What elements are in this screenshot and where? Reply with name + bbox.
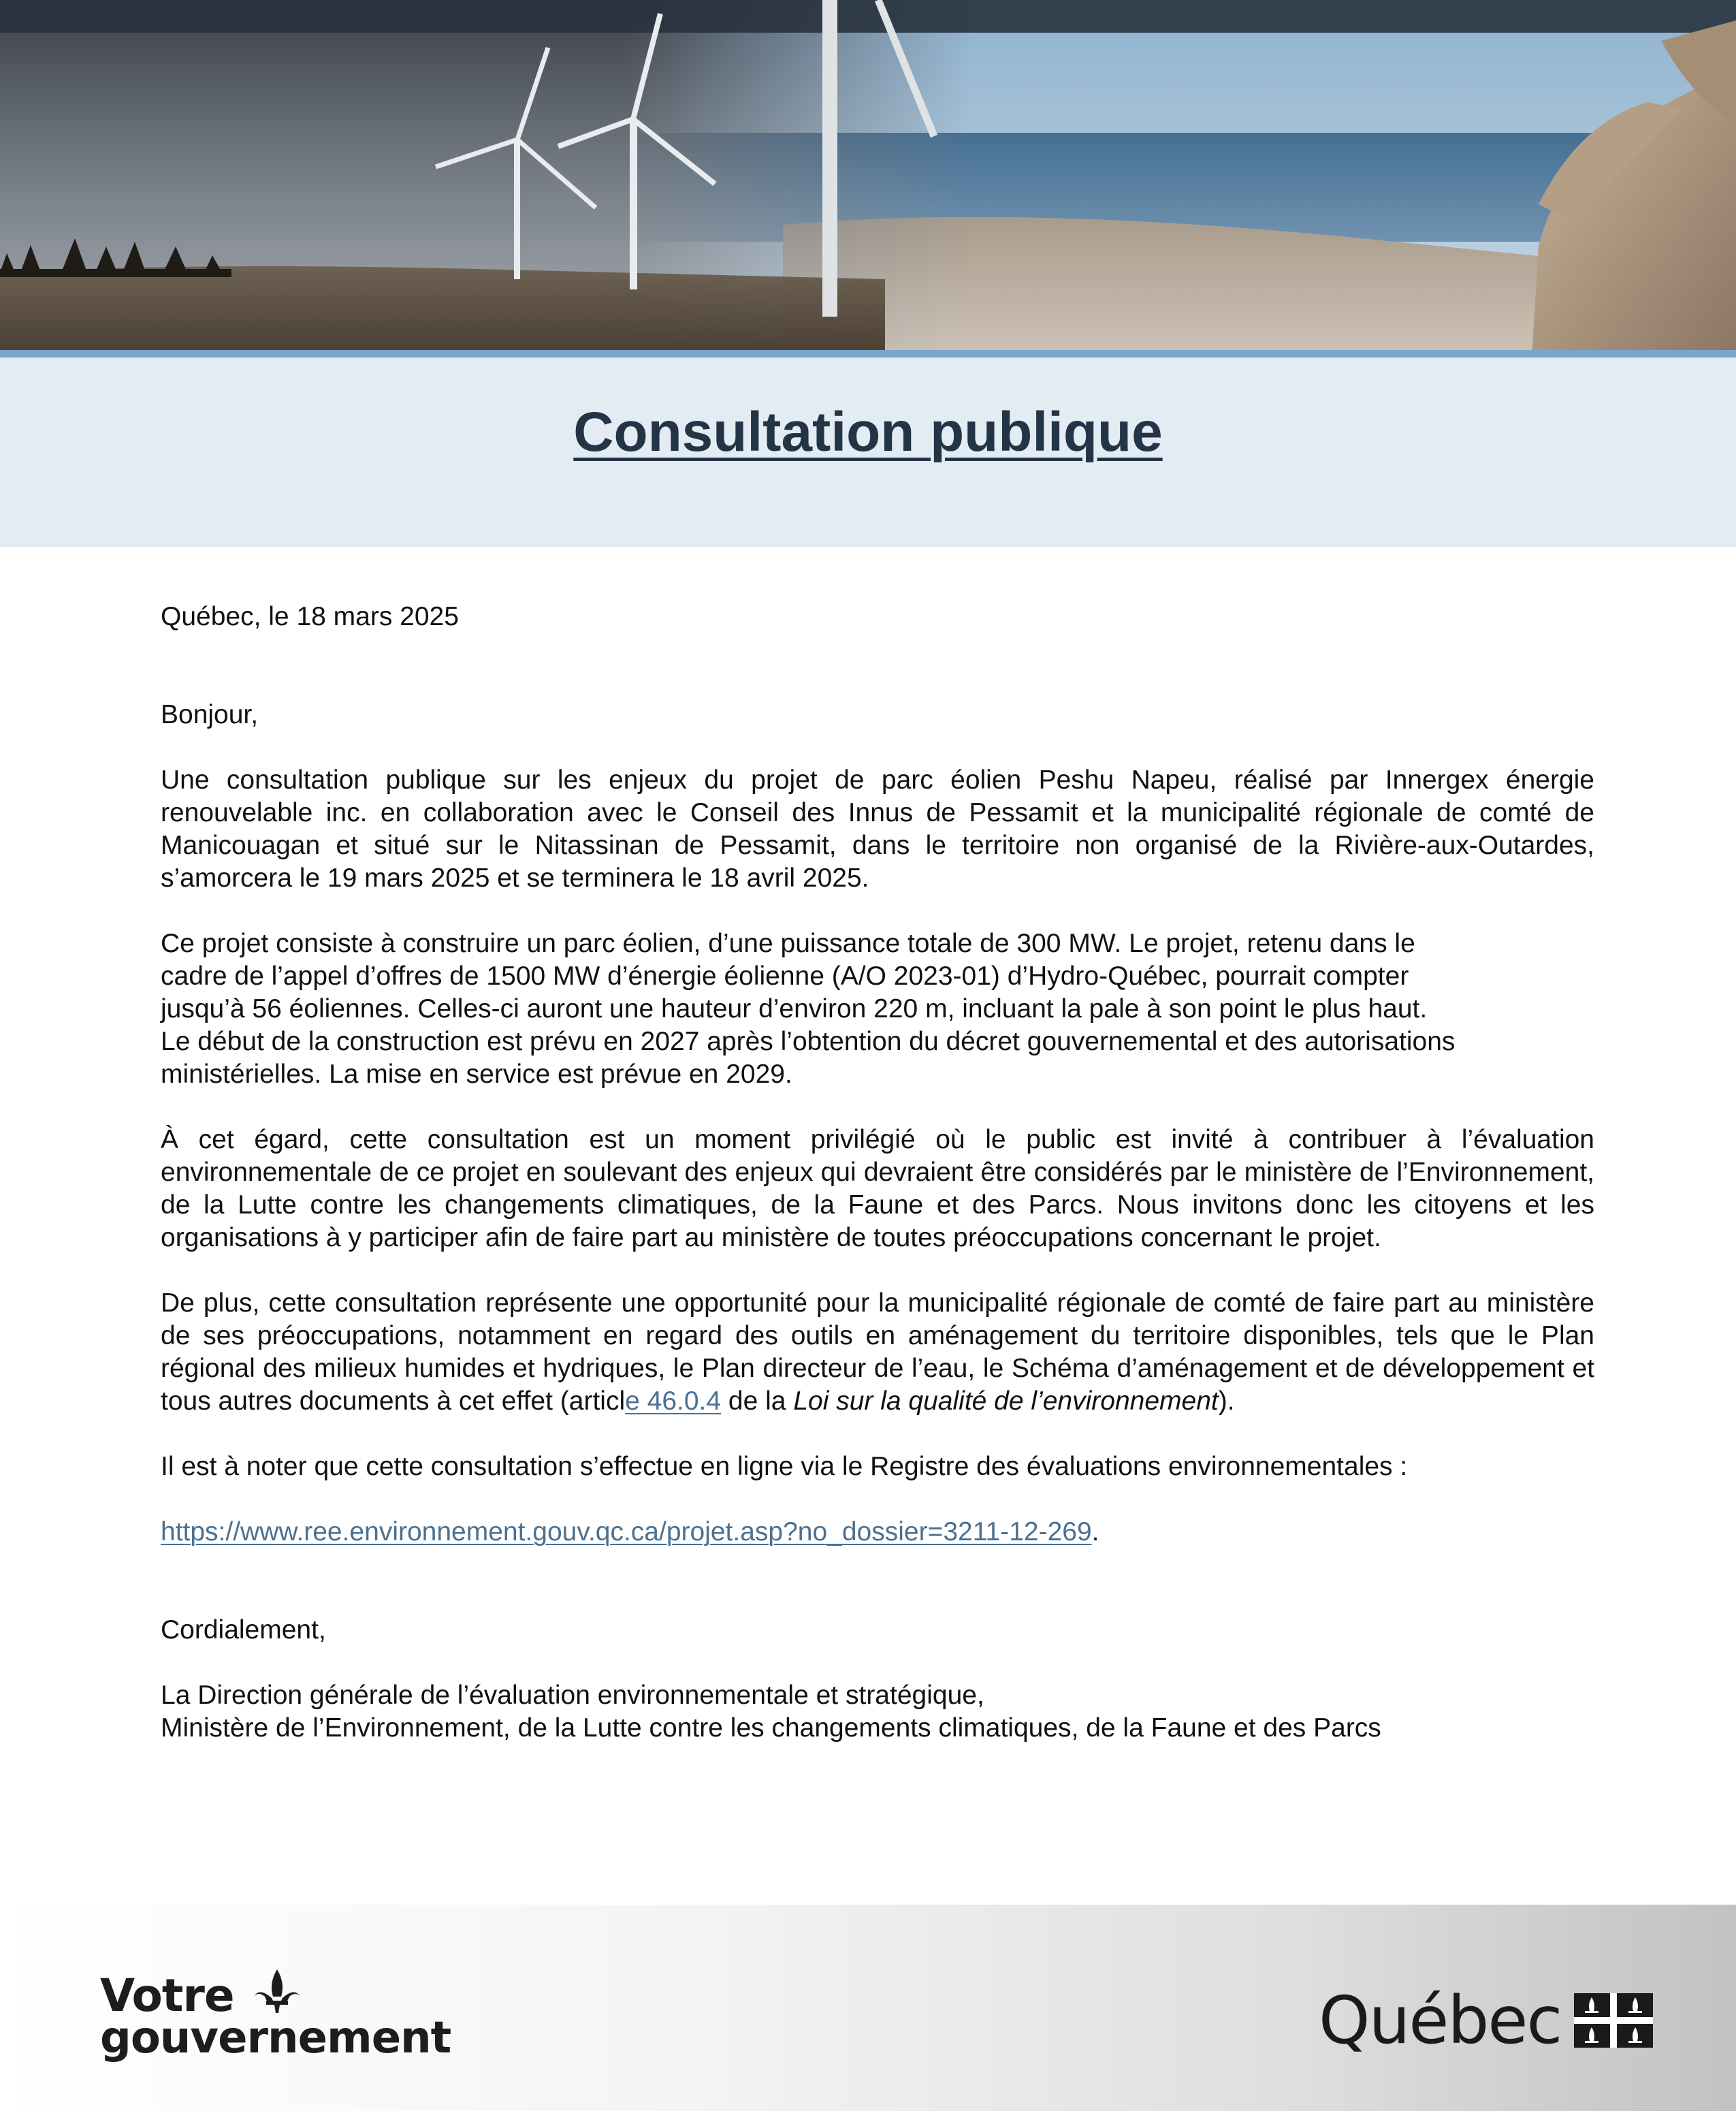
signature-line-1: La Direction générale de l’évaluation environnementale et stratégique, [161, 1681, 984, 1710]
registry-link-line [161, 1516, 1594, 1549]
paragraph-2-line: jusqu’à 56 éoliennes. Celles-ci auront une hauteur d’environ 220 m, incluant la pale à son point le plus haut. [161, 994, 1428, 1023]
paragraph-2-line: Le début de la construction est prévu en 2027 après l’obtention du décret gouvernemental et des autorisations [161, 1027, 1456, 1056]
quebec-logo [1319, 1982, 1653, 2061]
footer [0, 1905, 1736, 2111]
paragraph-2 [161, 927, 1594, 1091]
quebec-flag-icon [1574, 1993, 1653, 2048]
law-title: Loi sur la qualité de l’environnement [793, 1386, 1219, 1416]
paragraph-2-line: Ce projet consiste à construire un parc éolien, d’une puissance totale de 300 MW. Le projet, retenu dans le [161, 929, 1415, 958]
votre-gouvernement-logo [100, 1969, 451, 2063]
letter-date: Québec, le 18 mars 2025 [161, 602, 459, 631]
header-banner-image [0, 0, 1736, 358]
registry-link-suffix: . [1091, 1517, 1099, 1546]
paragraph-5: Il est à noter que cette consultation s’effectue en ligne via le Registre des évaluations environnementales : [161, 1452, 1408, 1481]
fleur-de-lis-icon [250, 1967, 304, 2021]
title-band [0, 358, 1736, 547]
logo-line-1: Votre [100, 1969, 234, 2022]
page-title: Consultation publique [573, 401, 1163, 463]
article-link[interactable]: e 46.0.4 [625, 1386, 722, 1416]
quebec-wordmark: Québec [1319, 1982, 1562, 2059]
letter-body [161, 601, 1594, 1745]
paragraph-4-text-end: ). [1218, 1386, 1235, 1416]
paragraph-2-line: cadre de l’appel d’offres de 1500 MW d’énergie éolienne (A/O 2023-01) d’Hydro-Québec, pourrait compter [161, 962, 1409, 991]
signature-line-2: Ministère de l’Environnement, de la Lutte contre les changements climatiques, de la Faune et des Parcs [161, 1713, 1381, 1743]
letter-greeting: Bonjour, [161, 700, 259, 729]
registry-link[interactable]: https://www.ree.environnement.gouv.qc.ca/projet.asp?no_dossier=3211-12-269 [161, 1517, 1092, 1546]
letter-closing: Cordialement, [161, 1615, 326, 1645]
paragraph-4 [161, 1287, 1594, 1418]
paragraph-4-text: De plus, cette consultation représente une opportunité pour la municipalité régionale de comté de faire part au ministère de ses préoccupations, notamment en regard des outils en aménagement du territoire disponibles, tels que le Plan régional des milieux humides et hydriques, le Plan directeur de l’eau, le Schéma d’aménagement et de développement et tous autres documents à cet effet (articl [161, 1288, 1594, 1416]
paragraph-4-text-mid: de la [721, 1386, 794, 1416]
logo-line-2: gouvernement [100, 2013, 451, 2063]
paragraph-1: Une consultation publique sur les enjeux du projet de parc éolien Peshu Napeu, réalisé par Innergex énergie renouvelable inc. en collaboration avec le Conseil des Innus de Pessamit et la municipalité régionale de comté de Manicouagan et situé sur le Nitassinan de Pessamit, dans le territoire non organisé de la Rivière-aux-Outardes, s’amorcera le 19 mars 2025 et se terminera le 18 avril 2025. [161, 765, 1594, 893]
paragraph-2-line: ministérielles. La mise en service est prévue en 2029. [161, 1060, 792, 1089]
paragraph-3: À cet égard, cette consultation est un moment privilégié où le public est invité à contribuer à l’évaluation environnementale de ce projet en soulevant des enjeux qui devraient être considérés par le ministère de l’Environnement, de la Lutte contre les changements climatiques, de la Faune et des Parcs. Nous invitons donc les citoyens et les organisations à y participer afin de faire part au ministère de toutes préoccupations concernant le projet. [161, 1125, 1594, 1252]
